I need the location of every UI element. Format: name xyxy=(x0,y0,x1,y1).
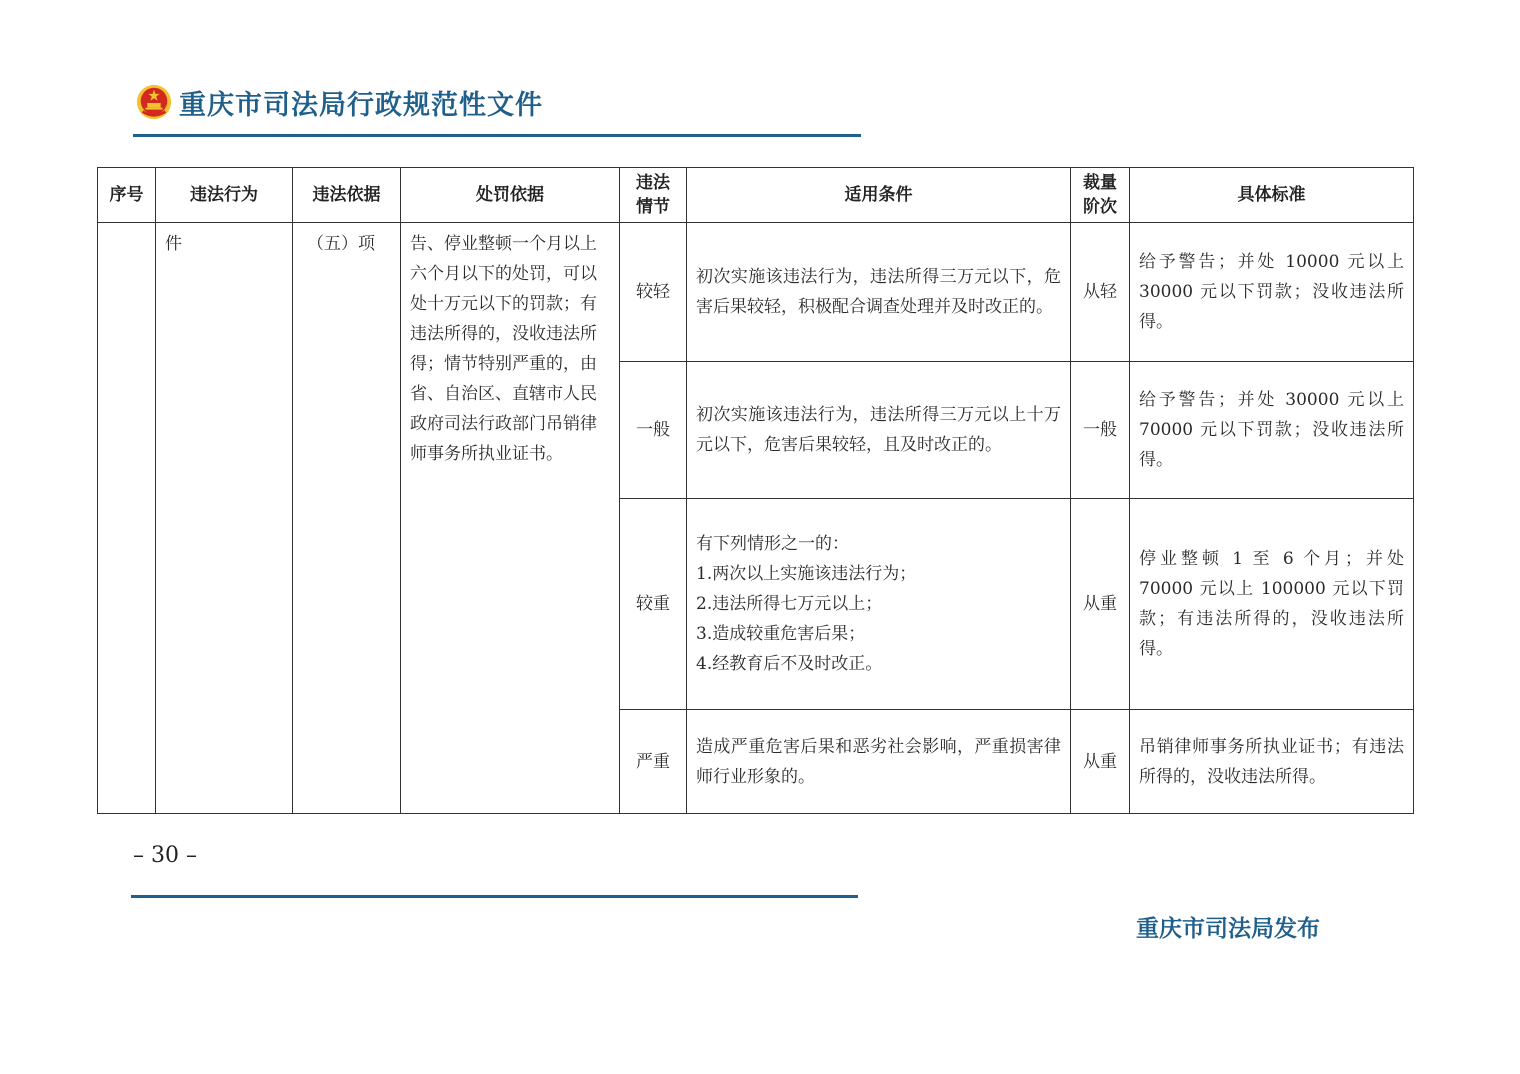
header-level-line1: 裁量 xyxy=(1083,173,1117,193)
header-divider xyxy=(133,134,861,137)
conditions-cell xyxy=(687,223,1071,362)
header-penalty-basis: 处罚依据 xyxy=(401,168,620,223)
document-header xyxy=(135,78,543,126)
page-number: – 30 – xyxy=(133,843,197,868)
standard-cell: 吊销律师事务所执业证书；有违法所得的，没收违法所得。 xyxy=(1130,710,1414,814)
circumstance-cell: 严重 xyxy=(620,710,687,814)
penalty-discretion-table xyxy=(97,167,1414,814)
condition-line: 初次实施该违法行为，违法所得三万元以下，危害后果较轻，积极配合调查处理并及时改正的。 xyxy=(696,267,1061,317)
standard-cell: 停业整顿 1 至 6 个月；并处 70000 元以上 100000 元以下罚款；有违法所得的，没收违法所得。 xyxy=(1130,499,1414,710)
header-level-line2: 阶次 xyxy=(1083,197,1117,217)
condition-line: 4.经教育后不及时改正。 xyxy=(696,654,883,674)
legal-basis-cell: （五）项 xyxy=(293,223,401,814)
header-circumstance-line1: 违法 xyxy=(636,173,670,193)
header-legal-basis: 违法依据 xyxy=(293,168,401,223)
standard-cell: 给予警告；并处 30000 元以上 70000 元以下罚款；没收违法所得。 xyxy=(1130,362,1414,499)
table-header-row xyxy=(98,168,1414,223)
header-level xyxy=(1071,168,1130,223)
condition-line: 有下列情形之一的： xyxy=(696,534,849,554)
header-circumstance xyxy=(620,168,687,223)
level-cell: 从重 xyxy=(1071,499,1130,710)
document-header-title: 重庆市司法局行政规范性文件 xyxy=(179,89,543,121)
condition-line: 2.违法所得七万元以上； xyxy=(696,594,883,614)
conditions-cell xyxy=(687,362,1071,499)
condition-line: 1.两次以上实施该违法行为； xyxy=(696,564,917,584)
circumstance-cell: 较重 xyxy=(620,499,687,710)
header-circumstance-line2: 情节 xyxy=(636,197,670,217)
penalty-basis-cell: 告、停业整顿一个月以上六个月以下的处罚，可以处十万元以下的罚款；有违法所得的，没收违法所得；情节特别严重的，由省、自治区、直辖市人民政府司法行政部门吊销律师事务所执业证书。 xyxy=(401,223,620,814)
conditions-cell xyxy=(687,710,1071,814)
circumstance-cell: 较轻 xyxy=(620,223,687,362)
condition-line: 3.造成较重危害后果； xyxy=(696,624,866,644)
circumstance-cell: 一般 xyxy=(620,362,687,499)
header-standard: 具体标准 xyxy=(1130,168,1414,223)
standard-cell: 给予警告；并处 10000 元以上 30000 元以下罚款；没收违法所得。 xyxy=(1130,223,1414,362)
conditions-cell xyxy=(687,499,1071,710)
header-conditions: 适用条件 xyxy=(687,168,1071,223)
footer-publisher: 重庆市司法局发布 xyxy=(1136,916,1320,942)
level-cell: 一般 xyxy=(1071,362,1130,499)
level-cell: 从轻 xyxy=(1071,223,1130,362)
condition-line: 初次实施该违法行为，违法所得三万元以上十万元以下，危害后果较轻，且及时改正的。 xyxy=(696,405,1061,455)
national-emblem-icon xyxy=(135,83,173,121)
header-serial: 序号 xyxy=(98,168,156,223)
level-cell: 从重 xyxy=(1071,710,1130,814)
footer-divider xyxy=(131,895,858,898)
violation-cell: 件 xyxy=(156,223,293,814)
serial-cell xyxy=(98,223,156,814)
condition-line: 造成严重危害后果和恶劣社会影响，严重损害律师行业形象的。 xyxy=(696,736,1061,787)
header-violation: 违法行为 xyxy=(156,168,293,223)
table-row xyxy=(98,223,1414,362)
